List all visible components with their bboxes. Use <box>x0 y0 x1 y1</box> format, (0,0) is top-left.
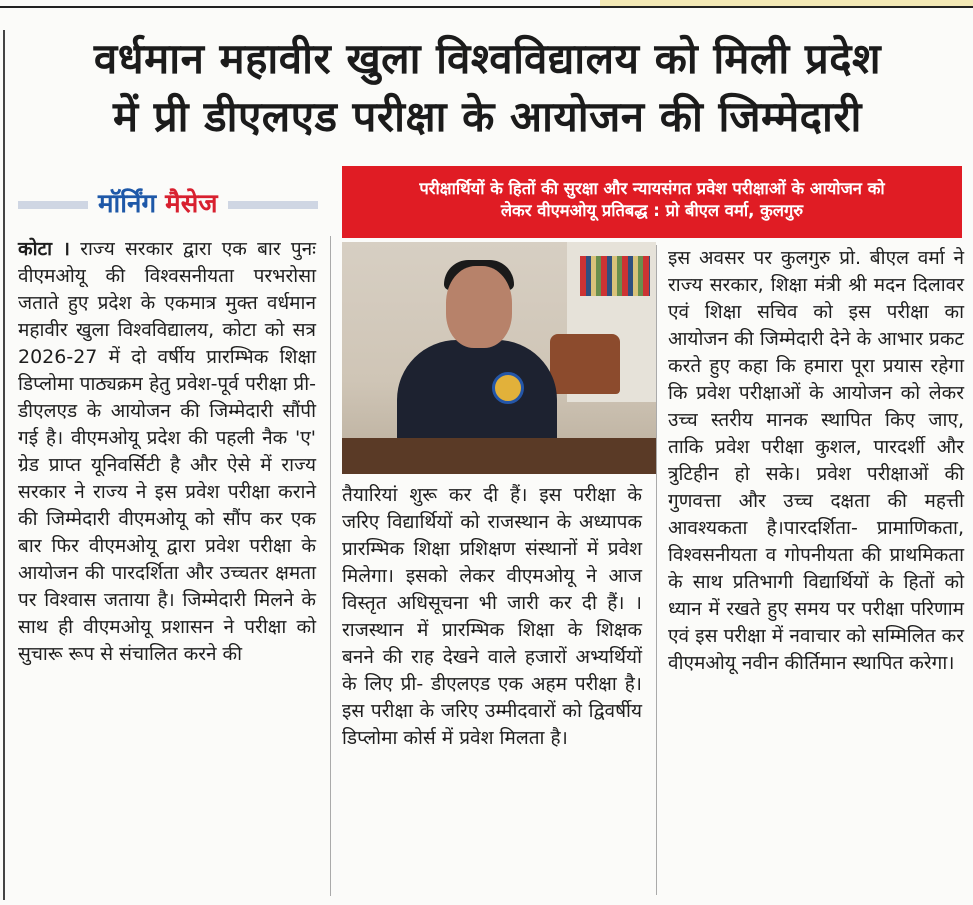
column-2-text: तैयारियां शुरू कर दी हैं। इस परीक्षा के जरिए विद्यार्थियों को राजस्थान के अध्यापक प्रारम्भिक शिक्षा प्रशिक्षण संस्थानों में प्रवेश मिलेगा। इसको लेकर वीएमओयू ने आज विस्तृत अधिसूचना भी जारी कर दी हैं। । राजस्थान में प्रारम्भिक शिक्षा के शिक्षक बनने की राह देखने वाले हजारों अभ्यर्थियों के लिए प्री- डीएलएड एक अहम परीक्षा है। इस परीक्षा के जरिए उम्मीदवारों को द्विवर्षीय डिप्लोमा कोर्स में प्रवेश मिलता है। <box>342 484 642 749</box>
column-rule-2 <box>656 245 657 895</box>
headline <box>10 30 965 146</box>
quote-banner <box>342 166 962 238</box>
headline-line-2: में प्री डीएलएड परीक्षा के आयोजन की जिम्मेदारी <box>113 92 862 141</box>
column-1-text: राज्य सरकार द्वारा एक बार पुनः वीएमओयू की विश्वसनीयता परभरोसा जताते हुए प्रदेश के एकमात्र मुक्त वर्धमान महावीर खुला विश्वविद्यालय, कोटा को सत्र 2026-27 में दो वर्षीय प्रारम्भिक शिक्षा डिप्लोमा पाठ्यक्रम हेतु प्रवेश-पूर्व परीक्षा प्री-डीएलएड के आयोजन की जिम्मेदारी सौंपी गई है। वीएमओयू प्रदेश की पहली नैक 'ए' ग्रेड प्राप्त यूनिवर्सिटी है और ऐसे में राज्य सरकार ने राज्य ने इस प्रवेश परीक्षा कराने की जिम्मेदारी वीएमओयू को सौंप कर एक बार फिर वीएमओयू द्वारा प्रवेश परीक्षा के आयोजन की पारदर्शिता और उच्चतर क्षमता पर विश्वास जताया है। जिम्मेदारी मिलने के साथ ही वीएमओयू प्रशासन ने परीक्षा को सुचारू रूप से संचालित करने की <box>18 238 316 665</box>
column-3-text: इस अवसर पर कुलगुरु प्रो. बीएल वर्मा ने राज्य सरकार, शिक्षा मंत्री श्री मदन दिलावर एवं शिक्षा सचिव को इस परीक्षा का आयोजन की जिम्मेदारी देने के आभार प्रकट करते हुए कहा कि हमारा पूरा प्रयास रहेगा कि प्रवेश परीक्षाओं के आयोजन को लेकर उच्च स्तरीय मानक स्थापित किए जाए, ताकि प्रवेश परीक्षा कुशल, पारदर्शी और त्रुटिहीन हो सके। प्रवेश परीक्षाओं की गुणवत्ता और उच्च दक्षता की महत्ती आवश्यकता है।पारदर्शिता- प्रामाणिकता, विश्वसनीयता व गोपनीयता की प्राथमिकता के साथ प्रतिभागी विद्यार्थियों के हितों को ध्यान में रखते हुए समय पर परीक्षा परिणाम एवं इस परीक्षा में नवाचार को सम्मिलित कर वीएमओयू नवीन कीर्तिमान स्थापित करेगा। <box>668 247 964 674</box>
masthead-word-1: मॉर्निंग <box>98 189 157 219</box>
top-rule <box>0 6 973 8</box>
masthead-word-2: मैसेज <box>165 189 218 219</box>
photo-badge <box>492 372 524 404</box>
masthead <box>18 186 318 224</box>
column-rule-1 <box>330 236 331 896</box>
photo-desk <box>342 438 656 474</box>
article-column-1 <box>18 236 316 668</box>
article-column-3 <box>668 245 964 677</box>
photo-person-body <box>397 340 557 450</box>
article-column-2 <box>342 482 642 752</box>
photo-person-head <box>446 266 512 348</box>
photo-bag <box>550 334 620 394</box>
left-rule <box>3 30 5 900</box>
masthead-label <box>88 186 228 222</box>
headline-line-1: वर्धमान महावीर खुला विश्वविद्यालय को मिली प्रदेश <box>93 34 882 83</box>
dateline: कोटा । <box>18 238 70 260</box>
quote-banner-line-1: परीक्षार्थियों के हितों की सुरक्षा और न्यायसंगत प्रवेश परीक्षाओं के आयोजन को <box>419 179 885 198</box>
vice-chancellor-photo <box>342 242 656 474</box>
quote-banner-line-2: लेकर वीएमओयू प्रतिबद्ध : प्रो बीएल वर्मा, कुलगुरु <box>500 201 804 220</box>
photo-books <box>580 256 650 296</box>
